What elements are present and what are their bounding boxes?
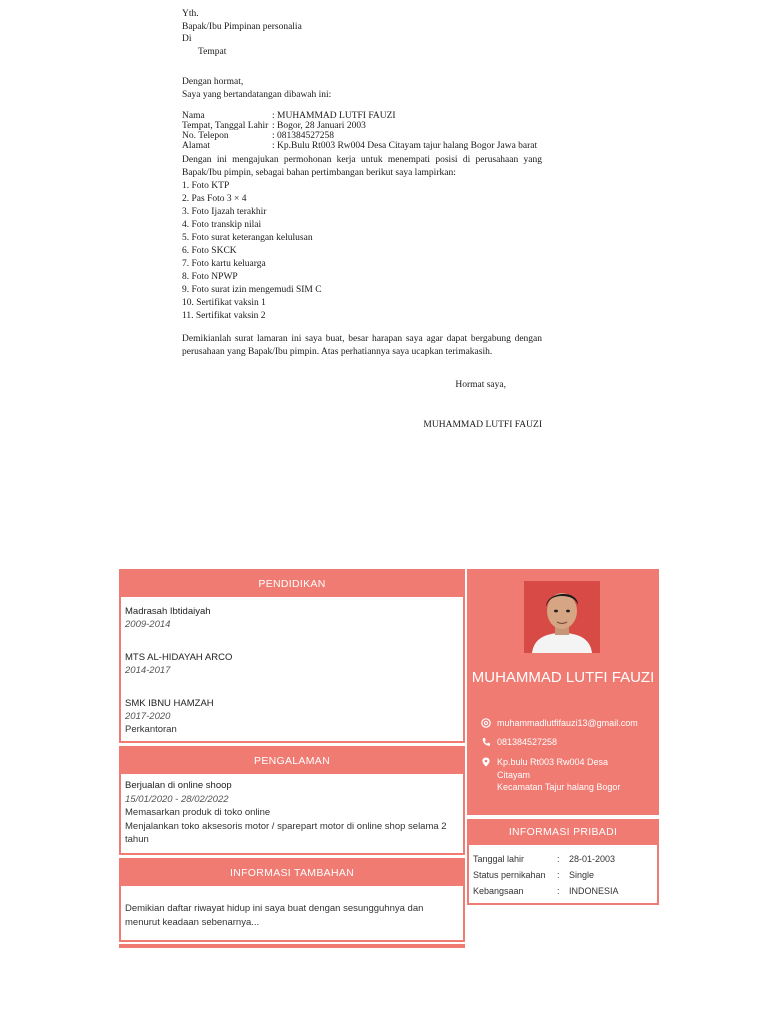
regards: Hormat saya,: [455, 380, 506, 390]
phone-icon: [481, 737, 491, 747]
list-item: 3. Foto Ijazah terakhir: [182, 207, 267, 217]
application-letter: [182, 8, 542, 430]
greeting-line: Di: [182, 34, 192, 44]
identity-row: Tempat, Tanggal Lahir : Bogor, 28 Januari 2003: [182, 121, 366, 131]
address-line: Kp.bulu Rt003 Rw004 Desa: [497, 757, 609, 767]
section-heading: INFORMASI TAMBAHAN: [121, 860, 463, 886]
list-item: 2. Pas Foto 3 × 4: [182, 194, 247, 204]
list-item: [125, 697, 459, 736]
address-row: [481, 756, 620, 794]
phone-row: [481, 736, 557, 749]
profile-photo: [524, 581, 600, 653]
list-item: 6. Foto SKCK: [182, 246, 237, 256]
identity-table: [182, 111, 537, 151]
job-line: Memasarkan produk di toko online: [125, 807, 271, 818]
profile-name: MUHAMMAD LUTFI FAUZI: [471, 669, 655, 686]
list-item: 9. Foto surat izin mengemudi SIM C: [182, 285, 322, 295]
school-years: 2009-2014: [125, 619, 171, 630]
letter-closing: Demikianlah surat lamaran ini saya buat, besar harapan saya agar dapat bergabung dengan perusahaan yang Bapak/Ibu pimpin. Atas perhatiannya saya ucapkan terimakasih.: [182, 334, 542, 357]
info-row: Tanggal lahir : 28-01-2003: [473, 854, 616, 864]
school-name: Madrasah Ibtidaiyah: [125, 606, 211, 617]
personal-info-section: [467, 819, 659, 905]
school-major: Perkantoran: [125, 724, 177, 735]
job-dates: 15/01/2020 - 28/02/2022: [125, 793, 229, 805]
section-heading: PENDIDIKAN: [121, 571, 463, 597]
signature-block: [182, 359, 542, 430]
address-line: Citayam: [497, 769, 531, 780]
salutation: Dengan hormat,: [182, 77, 244, 87]
section-heading: INFORMASI PRIBADI: [467, 819, 659, 845]
email-row: [481, 717, 638, 730]
identity-row: No. Telepon : 081384527258: [182, 131, 335, 141]
letter-body: Dengan ini mengajukan permohonan kerja untuk menempati posisi di perusahaan yang Bapak/Ibu pimpin, sebagai bahan pertimbangan berikut saya lampirkan:: [182, 155, 542, 178]
identity-row: Nama : MUHAMMAD LUTFI FAUZI: [182, 111, 396, 121]
signature-name: MUHAMMAD LUTFI FAUZI: [423, 420, 542, 430]
at-sign-icon: [481, 718, 491, 728]
person-photo-icon: [524, 581, 600, 653]
list-item: 7. Foto kartu keluarga: [182, 259, 266, 269]
info-row: Kebangsaan : INDONESIA: [473, 886, 619, 896]
job-title: Berjualan di online shoop: [125, 780, 232, 791]
list-item: [125, 651, 459, 677]
address-line: Kecamatan Tajur halang Bogor: [497, 782, 621, 792]
curriculum-vitae: [119, 569, 659, 949]
intro: Saya yang bertandatangan dibawah ini:: [182, 89, 332, 100]
experience-section: [119, 746, 465, 855]
location-pin-icon: [481, 757, 491, 767]
profile-panel: [467, 569, 659, 815]
list-item: 11. Sertifikat vaksin 2: [182, 311, 266, 321]
letter-greeting: [182, 8, 542, 58]
school-name: SMK IBNU HAMZAH: [125, 698, 214, 709]
list-item: 1. Foto KTP: [182, 181, 230, 191]
list-item: 8. Foto NPWP: [182, 272, 238, 282]
list-item: [125, 605, 459, 631]
email-text: muhammadlutfifauzi13@gmail.com: [497, 718, 638, 728]
additional-info-section: [119, 858, 465, 942]
attachment-list: [182, 180, 542, 323]
list-item: 10. Sertifikat vaksin 1: [182, 298, 266, 308]
school-years: 2014-2017: [125, 665, 171, 676]
section-heading: PENGALAMAN: [121, 748, 463, 774]
education-section: [119, 569, 465, 743]
list-item: 4. Foto transkip nilai: [182, 220, 262, 230]
greeting-line: Yth.: [182, 9, 199, 19]
list-item: 5. Foto surat keterangan kelulusan: [182, 233, 313, 243]
greeting-line: Tempat: [198, 46, 227, 57]
school-name: MTS AL-HIDAYAH ARCO: [125, 652, 233, 663]
info-row: Status pernikahan : Single: [473, 870, 595, 880]
identity-row: Alamat : Kp.Bulu Rt003 Rw004 Desa Citayam tajur halang Bogor Jawa barat: [182, 141, 538, 151]
phone-text: 081384527258: [497, 737, 558, 747]
greeting-line: Bapak/Ibu Pimpinan personalia: [182, 21, 302, 32]
job-line: Menjalankan toko aksesoris motor / sparepart motor di online shop selama 2 tahun: [125, 820, 447, 845]
additional-info-text: Demikian daftar riwayat hidup ini saya buat dengan sesungguhnya dan menurut keadaan sebenarnya...: [125, 903, 424, 928]
bottom-divider: [119, 944, 465, 948]
school-years: 2017-2020: [125, 711, 171, 722]
